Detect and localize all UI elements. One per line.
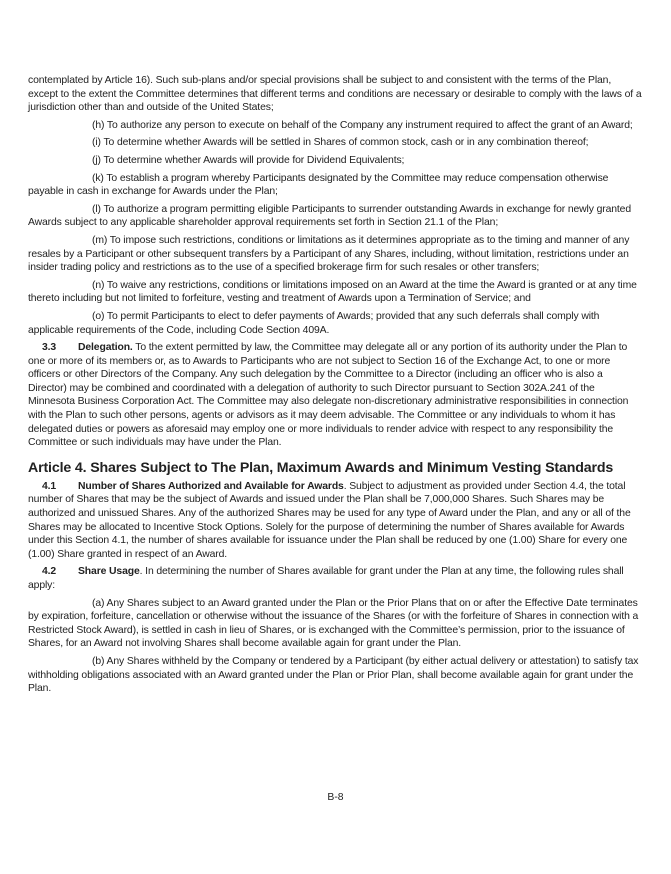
- section-text: . In determining the number of Shares available for grant under the Plan at any time, the following rules shall apply:: [28, 566, 624, 591]
- section-text: . Subject to adjustment as provided under Section 4.4, the total number of Shares that may be the subject of Awards and issued under the Plan shall be 7,000,000 Shares. Such Shares may be authorized and unissued Shares. Any of the authorized Shares may be used for any type of Award under the Plan, and any or all of the Shares may be allocated to Incentive Stock Options. Solely for the purpose of determining the number of Shares available for Awards under this Section 4.1, the number of shares available for issuance under the Plan shall be reduced by one (1.00) Share for every one (1.00) Share granted in respect of an Award.: [28, 480, 631, 560]
- section-title: Number of Shares Authorized and Available for Awards: [78, 480, 344, 492]
- section-title: Delegation.: [78, 342, 133, 354]
- clause-j: (j) To determine whether Awards will provide for Dividend Equivalents;: [92, 154, 405, 166]
- section-number: 4.1: [42, 480, 57, 492]
- clause-k: (k) To establish a program whereby Participants designated by the Committee may reduce compensation otherwise payable in cash in exchange for Awards under the Plan;: [28, 172, 609, 198]
- clause-o: (o) To permit Participants to elect to defer payments of Awards; provided that any such deferrals shall comply with applicable requirements of the Code, including Code Section 409A.: [28, 310, 600, 336]
- article-heading: Article 4. Shares Subject to The Plan, Maximum Awards and Minimum Vesting Standards: [28, 459, 614, 476]
- clause-i: (i) To determine whether Awards will be settled in Shares of common stock, cash or in any combination thereof;: [92, 137, 589, 149]
- section-number: 4.2: [42, 566, 57, 578]
- document-body: [28, 74, 642, 700]
- section-4-1: [28, 480, 642, 562]
- section-text: To the extent permitted by law, the Committee may delegate all or any portion of its authority under the Plan to one or more of its members or, as to Awards to Participants who are not subject to Section 16 of the Exchange Act, to one or more officers or other Directors of the Company. Any such delegation by the Committee to a Director (including an officer who is also a Director) may be combined and coordinated with a delegation of authority to such Director pursuant to Section 302A.241 of the Minnesota Business Corporation Act. The Committee may also delegate non-discretionary administrative responsibilities in connection with the Plan to such other persons, agents or advisors as it may deem advisable. The Committee or any individuals to whom it has delegated duties or powers as aforesaid may employ one or more individuals to render advice with respect to any responsibility the Committee or such individuals may have under the Plan.: [28, 342, 629, 449]
- page-number: B-8: [327, 792, 344, 803]
- section-title: Share Usage: [78, 566, 140, 578]
- clause-b: (b) Any Shares withheld by the Company or tendered by a Participant (by either actual delivery or attestation) to satisfy tax withholding obligations associated with an Award granted under the Plan or Prior Plan, shall become available again for grant under the Plan.: [28, 655, 639, 695]
- clause-n: (n) To waive any restrictions, conditions or limitations imposed on an Award at the time the Award is granted or at any time thereto including but not limited to forfeiture, vesting and treatment of Awards upon a Termination of Service; and: [28, 279, 637, 305]
- paragraph-continuation: contemplated by Article 16). Such sub-plans and/or special provisions shall be subject to and consistent with the terms of the Plan, except to the extent the Committee determines that different terms and conditions are necessary or desirable to comply with the laws of a jurisdiction other than and outside of the United States;: [28, 75, 642, 114]
- section-4-2: [28, 565, 642, 592]
- clause-h: (h) To authorize any person to execute on behalf of the Company any instrument required to affect the grant of an Award;: [92, 119, 633, 131]
- clause-a: (a) Any Shares subject to an Award granted under the Plan or the Prior Plans that on or after the Effective Date terminates by expiration, forfeiture, cancellation or otherwise without the issuance of the Shares (or with the forfeiture of Shares in connection with a Restricted Stock Award), is settled in cash in lieu of Shares, or is exchanged with the Committee’s permission, prior to the issuance of Shares, for an Award not involving Shares shall become available again for grant under the Plan.: [28, 597, 639, 650]
- section-3-3: [28, 341, 642, 450]
- clause-m: (m) To impose such restrictions, conditions or limitations as it determines appropriate as to the timing and manner of any resales by a Participant or other subsequent transfers by a Participant of any Shares, including, without limitation, restrictions under an insider trading policy and restrictions as to the use of a specified brokerage firm for such resales or other transfers;: [28, 234, 630, 274]
- section-number: 3.3: [42, 342, 57, 354]
- clause-l: (l) To authorize a program permitting eligible Participants to surrender outstanding Awards in exchange for newly granted Awards subject to any applicable shareholder approval requirements set forth in Section 21.1 of the Plan;: [28, 203, 631, 229]
